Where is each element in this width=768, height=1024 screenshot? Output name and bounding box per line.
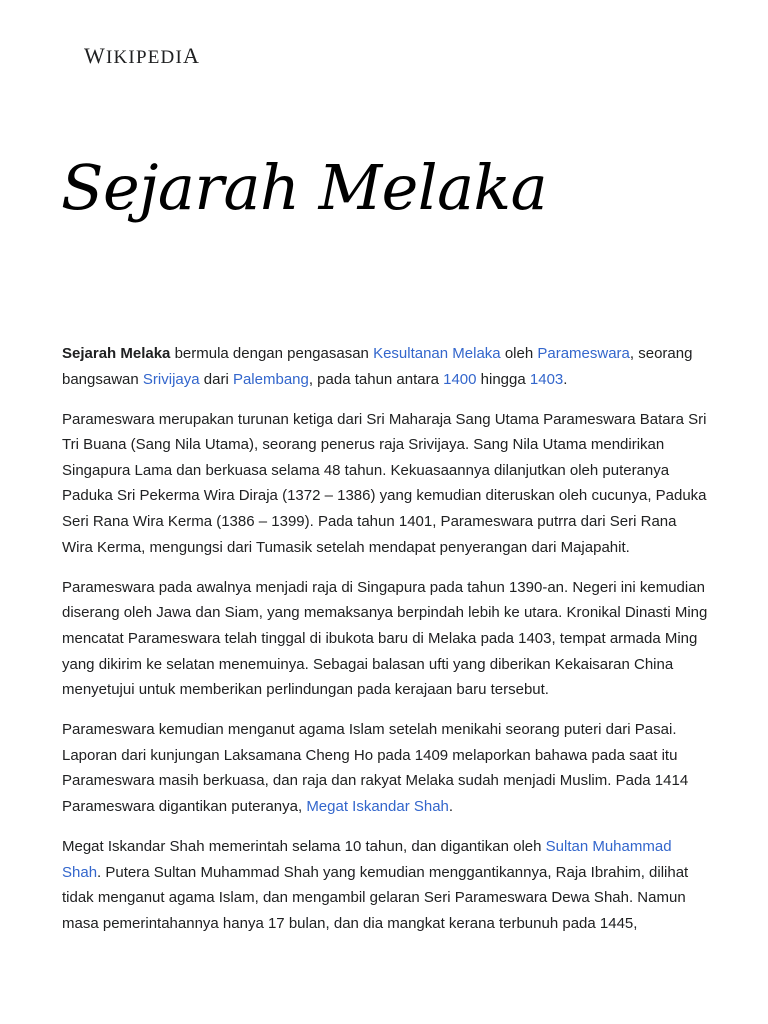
link-kesultanan-melaka[interactable]: Kesultanan Melaka: [373, 345, 501, 362]
link-megat-iskandar-shah[interactable]: Megat Iskandar Shah: [306, 798, 449, 815]
p1-text-6: hingga: [476, 370, 530, 388]
p1-text-2: oleh: [500, 345, 538, 362]
p1-text-3: , seorang bangsawan: [62, 345, 693, 388]
logo-letters-middle: IKIPEDI: [105, 47, 183, 68]
paragraph-4: [62, 717, 710, 819]
page-title: Sejarah Melaka: [61, 151, 548, 224]
p1-text-1: bermula dengan pengasasan: [170, 345, 374, 362]
p1-text-5: , pada tahun antara: [308, 370, 444, 388]
p5-text-1: Megat Iskandar Shah memerintah selama 10 tahun, dan digantikan oleh: [62, 838, 546, 856]
p4-text-1: Parameswara kemudian menganut agama Islam setelah menikahi seorang puteri dari Pasai. Laporan dari kunjungan Laksamana Cheng Ho pada 1409 melaporkan bahawa pada saat itu Parameswara masih berkuasa, dan raja dan rakyat Melaka sudah menjadi Muslim. Pada 1414 Parameswara digantikan puteranya,: [62, 721, 689, 815]
logo-letter-a: A: [182, 43, 201, 68]
logo-letter-w: W: [84, 43, 106, 68]
link-palembang[interactable]: Palembang: [232, 370, 309, 388]
lead-bold-term: Sejarah Melaka: [62, 345, 171, 362]
link-1403[interactable]: 1403: [529, 370, 564, 388]
p1-text-4: dari: [199, 370, 233, 388]
link-1400[interactable]: 1400: [443, 370, 477, 388]
p5-text-2: . Putera Sultan Muhammad Shah yang kemudian menggantikannya, Raja Ibrahim, dilihat tidak menganut agama Islam, dan mengambil gelaran Seri Parameswara Dewa Shah. Namun masa pemerintahannya hanya 17 bulan, dan dia mangkat kerana terbunuh pada 1445,: [62, 863, 689, 932]
paragraph-3: Parameswara pada awalnya menjadi raja di Singapura pada tahun 1390-an. Negeri ini kemudian diserang oleh Jawa dan Siam, yang memaksanya berpindah lebih ke utara. Kronikal Dinasti Ming mencatat Parameswara telah tinggal di ibukota baru di Melaka pada 1403, tempat armada Ming yang dikirim ke selatan menemuinya. Sebagai balasan ufti yang diberikan Kekaisaran China menyetujui untuk memberikan perlindungan pada kerajaan baru tersebut.: [62, 578, 708, 699]
link-sultan-muhammad-shah[interactable]: Sultan Muhammad Shah: [62, 838, 672, 881]
link-parameswara[interactable]: Parameswara: [537, 345, 630, 362]
wikipedia-logo[interactable]: [84, 44, 200, 70]
link-srivijaya[interactable]: Srivijaya: [142, 370, 200, 388]
paragraph-2: Parameswara merupakan turunan ketiga dari Sri Maharaja Sang Utama Parameswara Batara Sri Tri Buana (Sang Nila Utama), seorang penerus raja Srivijaya. Sang Nila Utama mendirikan Singapura Lama dan berkuasa selama 48 tahun. Kekuasaannya dilanjutkan oleh puteranya Paduka Sri Pekerma Wira Diraja (1372 – 1386) yang kemudian diteruskan oleh cucunya, Paduka Seri Rana Wira Kerma (1386 – 1399). Pada tahun 1401, Parameswara putrra dari Seri Rana Wira Kerma, mengungsi dari Tumasik setelah mendapat penyerangan dari Majapahit.: [62, 410, 707, 556]
p4-text-2: .: [448, 798, 454, 815]
paragraph-5: [62, 834, 710, 936]
p1-text-7: .: [563, 370, 568, 388]
article-body: [62, 341, 710, 951]
paragraph-1: [62, 341, 710, 392]
